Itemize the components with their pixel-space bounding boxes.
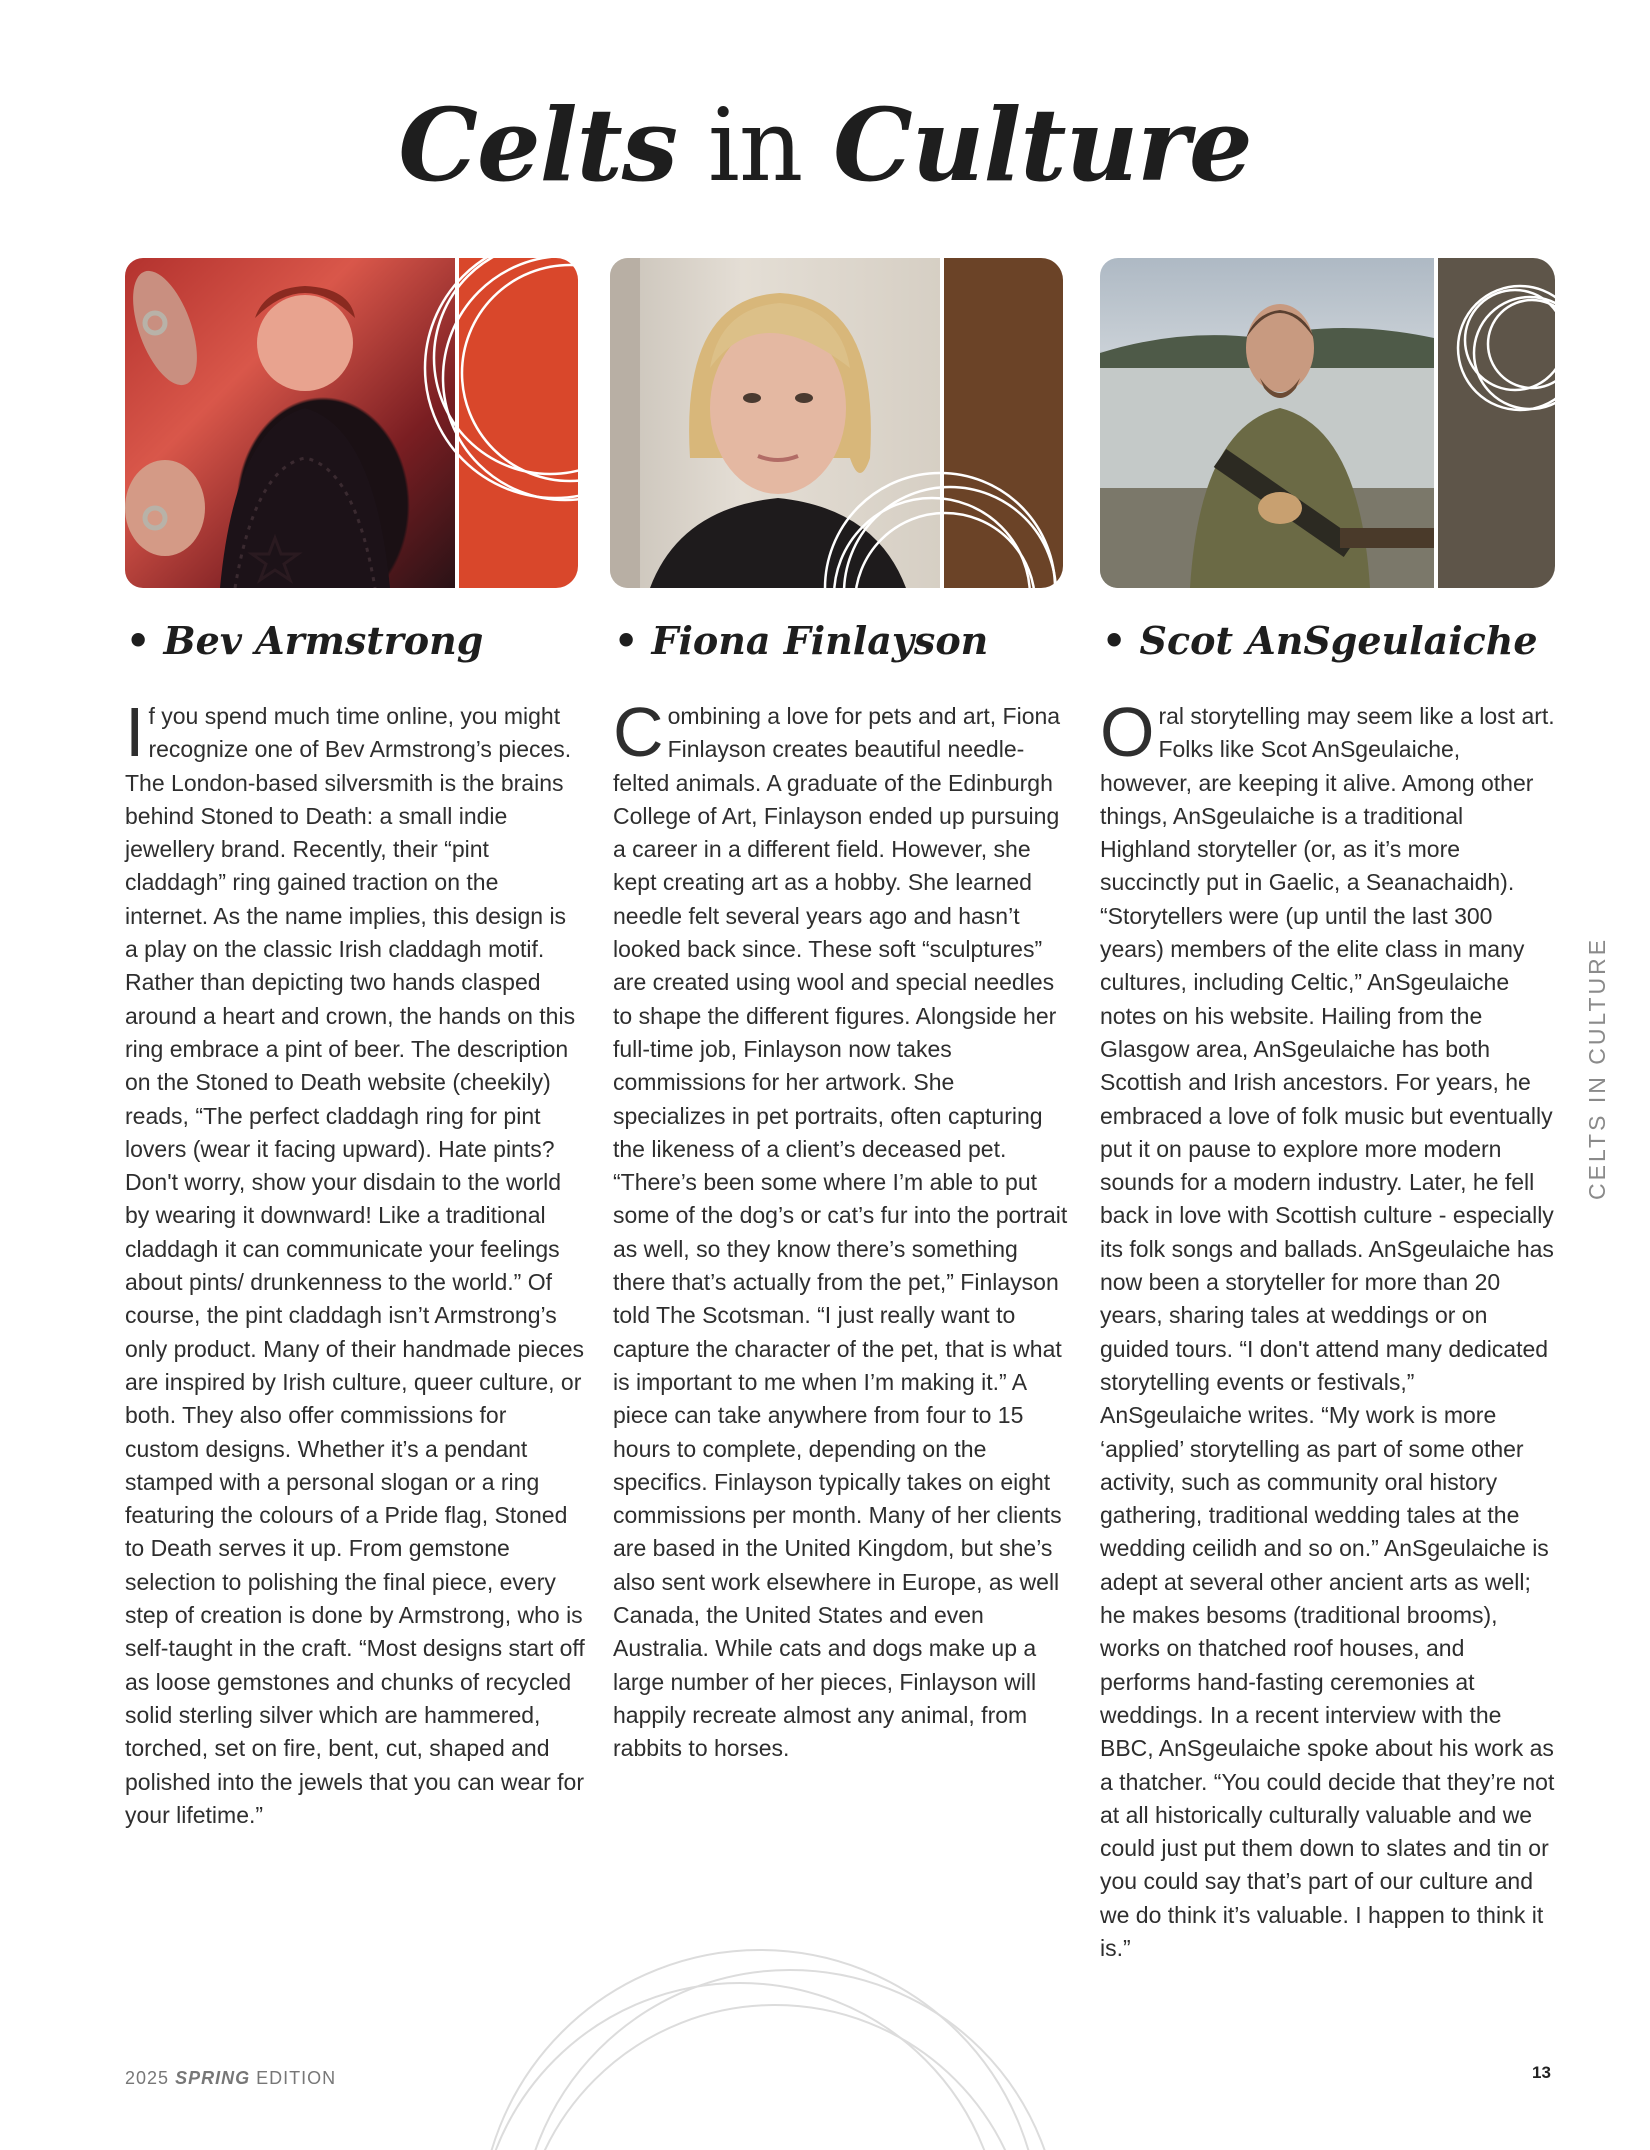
article-column-scot (1100, 693, 1558, 1965)
article-body: ral storytelling may seem like a lost art. Folks like Scot AnSgeulaiche, however, are keeping it alive. Among other things, AnSgeulaiche is a traditional Highland storyteller (or, as it’s more succinctly put in Gaelic, a Seanachaidh). “Storytellers were (up until the last 300 years) members of the elite class in many cultures, including Celtic,” AnSgeulaiche notes on his website. Hailing from the Glasgow area, AnSgeulaiche has both Scottish and Irish ancestors. For years, he embraced a love of folk music but eventually put it on pause to explore more modern sounds for a modern industry. Later, he fell back in love with Scottish culture - especially its folk songs and ballads. AnSgeulaiche has now been a storyteller for more than 20 years, sharing tales at weddings or on guided tours. “I don't attend many dedicated storytelling events or festivals,” AnSgeulaiche writes. “My work is more ‘applied’ storytelling as part of some other activity, such as community oral history gathering, traditional wedding tales at the wedding ceilidh and so on.” AnSgeulaiche is adept at several other ancient arts as well; he makes besoms (traditional brooms), works on thatched roof houses, and performs hand-fasting ceremonies at weddings. In a recent interview with the BBC, AnSgeulaiche spoke about his work as a thatcher. “You could decide that they’re not at all historically culturally valuable and we could just put them down to slates and tin or you could say that’s part of our culture and we do think it’s valuable. I happen to think it is.” (1100, 703, 1555, 1961)
drop-cap: C (613, 693, 664, 771)
title-word-celts: Celts (398, 86, 678, 204)
edition-label (125, 2068, 336, 2089)
title-word-in: in (707, 87, 803, 204)
page-title (0, 86, 1650, 204)
drop-cap: O (1100, 693, 1155, 771)
profile-card-fiona (610, 258, 1063, 588)
profile-card-scot (1100, 258, 1555, 588)
profile-name-bev: • Bev Armstrong (126, 618, 484, 663)
decorative-rings-icon (610, 258, 1063, 588)
edition-season: SPRING (175, 2068, 251, 2088)
decorative-rings-icon (1100, 258, 1555, 588)
profile-name-fiona: • Fiona Finlayson (614, 618, 989, 663)
title-word-culture: Culture (833, 86, 1252, 204)
page-number: 13 (1532, 2063, 1551, 2082)
profile-card-bev (125, 258, 578, 588)
profile-name-scot: • Scot AnSgeulaiche (1102, 618, 1538, 663)
article-column-bev (125, 693, 585, 1832)
article-column-fiona (613, 693, 1073, 1766)
decorative-rings-icon (0, 1900, 1650, 2150)
article-body: f you spend much time online, you might recognize one of Bev Armstrong’s pieces. The London-based silversmith is the brains behind Stoned to Death: a small indie jewellery brand. Recently, their “pint claddagh” ring gained traction on the internet. As the name implies, this design is a play on the classic Irish claddagh motif. Rather than depicting two hands clasped around a heart and crown, the hands on this ring embrace a pint of beer. The description on the Stoned to Death website (cheekily) reads, “The perfect claddagh ring for pint lovers (wear it facing upward). Hate pints? Don't worry, show your disdain to the world by wearing it downward! Like a traditional claddagh it can communicate your feelings about pints/ drunkenness to the world.” Of course, the pint claddagh isn’t Armstrong’s only product. Many of their handmade pieces are inspired by Irish culture, queer culture, or both. They also offer commissions for custom designs. Whether it’s a pendant stamped with a personal slogan or a ring featuring the colours of a Pride flag, Stoned to Death serves it up. From gemstone selection to polishing the final piece, every step of creation is done by Armstrong, who is self-taught in the craft. “Most designs start off as loose gemstones and chunks of recycled solid sterling silver which are hammered, torched, set on fire, bent, cut, shaped and polished into the jewels that you can wear for your lifetime.” (125, 703, 585, 1828)
edition-year: 2025 (125, 2068, 170, 2088)
drop-cap: I (125, 693, 145, 771)
section-side-label: CELTS IN CULTURE (1584, 936, 1610, 1200)
article-body: ombining a love for pets and art, Fiona Finlayson creates beautiful needle-felted animals. A graduate of the Edinburgh College of Art, Finlayson ended up pursuing a career in a different field. However, she kept creating art as a hobby. She learned needle felt several years ago and hasn’t looked back since. These soft “sculptures” are created using wool and special needles to shape the different figures. Alongside her full-time job, Finlayson now takes commissions for her artwork. She specializes in pet portraits, often capturing the likeness of a client’s deceased pet. “There’s been some where I’m able to put some of the dog’s or cat’s fur into the portrait as well, so they know there’s something there that’s actually from the pet,” Finlayson told The Scotsman. “I just really want to capture the character of the pet, that is what is important to me when I’m making it.” A piece can take anywhere from four to 15 hours to complete, depending on the specifics. Finlayson typically takes on eight commissions per month. Many of her clients are based in the United Kingdom, but she’s also sent work elsewhere in Europe, as well Canada, the United States and even Australia. While cats and dogs make up a large number of her pieces, Finlayson will happily recreate almost any animal, from rabbits to horses. (613, 703, 1068, 1762)
edition-word: EDITION (256, 2068, 337, 2088)
decorative-rings-icon (125, 258, 578, 588)
